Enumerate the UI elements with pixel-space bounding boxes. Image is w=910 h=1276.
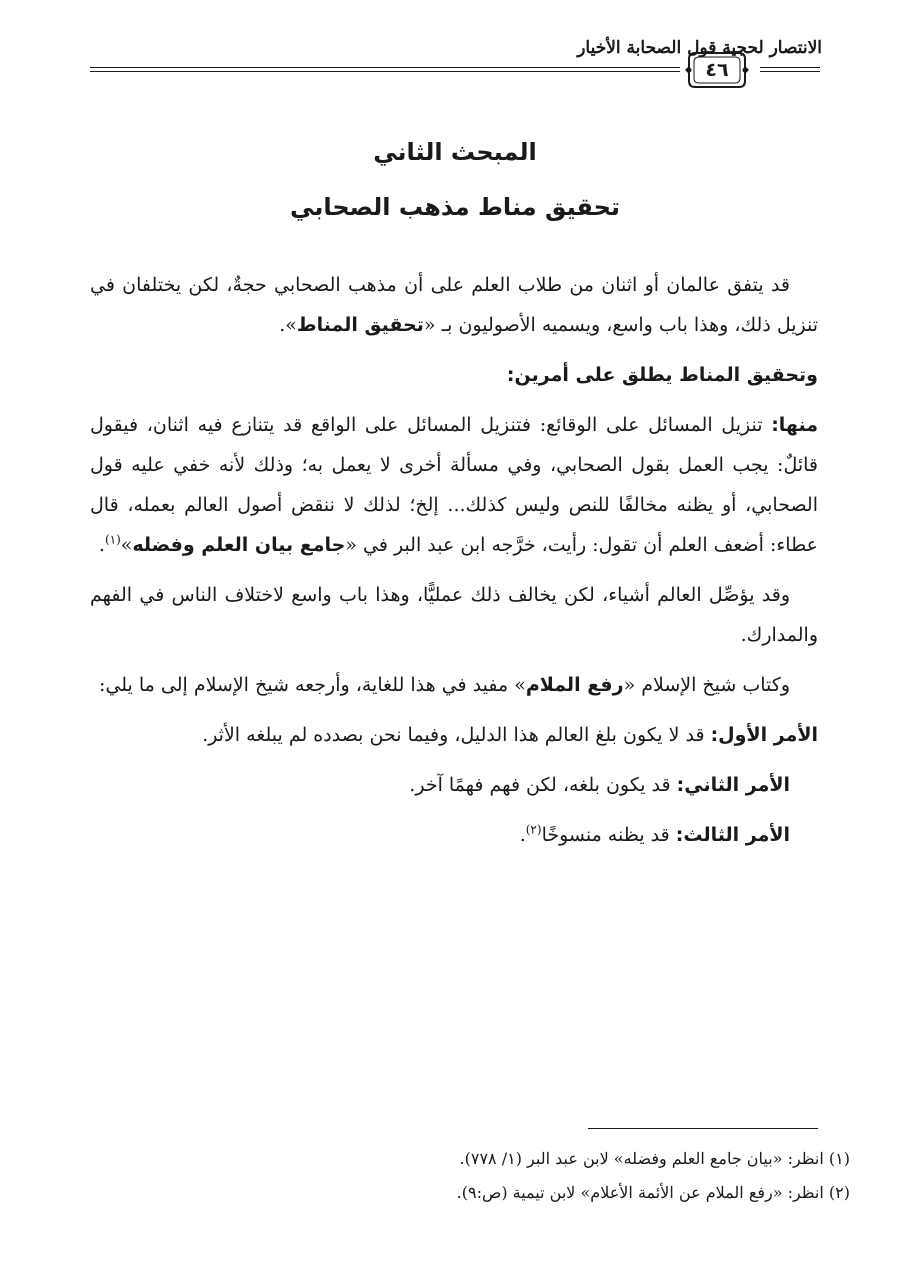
paragraph-1-text: قد يتفق عالمان أو اثنان من طلاب العلم على أن مذهب الصحابي حجةٌ، لكن يختلفان في تنزيل ذلك، وهذا باب واسع، ويسميه الأصوليون بـ «	[90, 274, 818, 336]
paragraph-3-text: تنزيل المسائل على الوقائع: فتنزيل المسائل على الواقع قد يتنازع فيه اثنان، فيقول قائلٌ: يجب العمل بقول الصحابي، وفي مسألة أخرى لا يعمل به؛ وذلك لأنه خفي عليه قول الصحابي، أو يظنه مخالفًا للنص وليس كذلك... إلخ؛ لذلك لا ننقض أصول العالم بعمله، قال عطاء: أضعف العلم أن تقول: رأيت، خرَّجه ابن عبد البر في «	[90, 414, 818, 556]
footnote-ref-1[interactable]: (١)	[104, 532, 121, 547]
list-item-3-label: الأمر الثالث:	[675, 824, 790, 846]
chapter-title: تحقيق مناط مذهب الصحابي	[290, 193, 620, 221]
footnote-ref-2[interactable]: (٢)	[525, 822, 542, 837]
running-title: الانتصار لحجية قول الصحابة الأخيار	[577, 38, 822, 58]
footnotes	[90, 1142, 850, 1210]
paragraph-4: وقد يؤصِّل العالم أشياء، لكن يخالف ذلك عمليًّا، وهذا باب واسع لاختلاف الناس في الفهم والمدارك.	[90, 584, 818, 646]
paragraph-5-end: » مفيد في هذا للغاية، وأرجعه شيخ الإسلام إلى ما يلي:	[99, 674, 526, 696]
paragraph-5	[90, 665, 818, 705]
header-rule-right-bottom	[90, 71, 680, 72]
book-title-raf: رفع الملام	[525, 674, 624, 696]
footnote-separator	[588, 1128, 818, 1129]
list-item-2	[90, 765, 818, 805]
list-item-1-label: الأمر الأول:	[710, 724, 818, 746]
paragraph-3-lead: منها:	[771, 414, 818, 436]
footnote-1: (١) انظر: «بيان جامع العلم وفضله» لابن عبد البر (١/ ٧٧٨).	[459, 1149, 850, 1168]
paragraph-3-dot: .	[98, 534, 105, 556]
paragraph-2: وتحقيق المناط يطلق على أمرين:	[506, 364, 818, 386]
section-heading: المبحث الثاني	[373, 138, 537, 166]
list-item-1	[90, 715, 818, 755]
list-item-3-text: قد يظنه منسوخًا	[541, 824, 676, 846]
list-item-3	[90, 815, 818, 855]
list-item-3-dot: .	[519, 824, 526, 846]
term-tahqiq-almanat: تحقيق المناط	[296, 314, 424, 336]
page-number-badge	[685, 49, 749, 91]
footnote-2: (٢) انظر: «رفع الملام عن الأئمة الأعلام» لابن تيمية (ص:٩).	[456, 1183, 850, 1202]
header-rule-left-bottom	[760, 71, 820, 72]
book-title-jami: جامع بيان العلم وفضله	[132, 534, 346, 556]
list-item-1-text: قد لا يكون بلغ العالم هذا الدليل، وفيما نحن بصدده لم يبلغه الأثر.	[202, 724, 711, 746]
paragraph-1	[90, 265, 818, 345]
header-rule-left-top	[760, 67, 820, 68]
list-item-2-label: الأمر الثاني:	[676, 774, 790, 796]
paragraph-1-end: ».	[279, 314, 297, 336]
paragraph-3-end: »	[120, 534, 133, 556]
list-item-2-text: قد يكون بلغه، لكن فهم فهمًا آخر.	[409, 774, 677, 796]
body-text	[90, 265, 818, 865]
paragraph-5-text: وكتاب شيخ الإسلام «	[623, 674, 790, 696]
paragraph-3	[90, 405, 818, 565]
header-rule-right-top	[90, 67, 680, 68]
page-number: ٤٦	[705, 59, 729, 81]
